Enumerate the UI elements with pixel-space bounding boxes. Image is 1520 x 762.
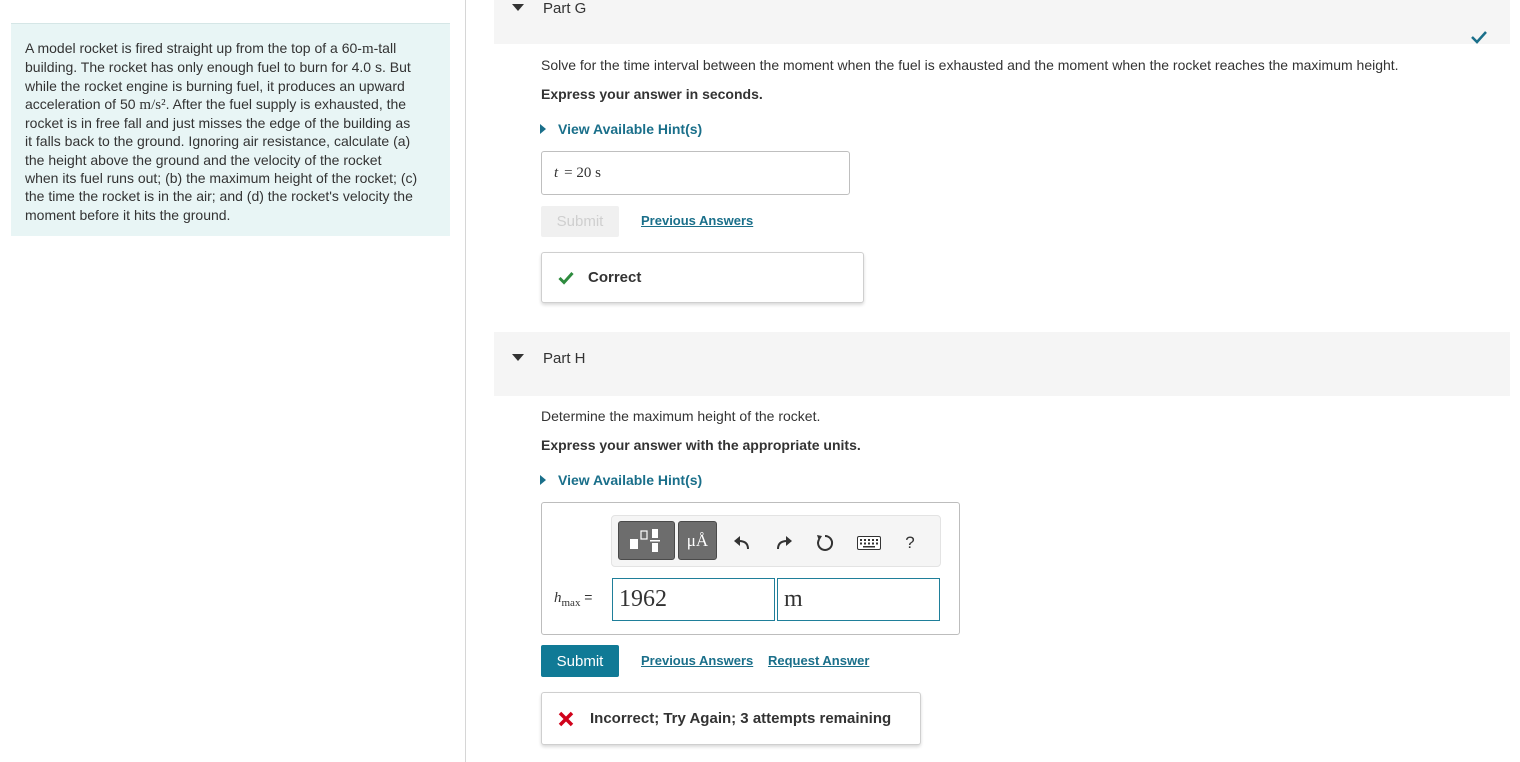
part-h-feedback [541,692,921,745]
part-g-title: Part G [543,0,587,17]
part-g-prompt: Solve for the time interval between the moment when the fuel is exhausted and the moment when the rocket reaches the maximum height. [541,57,1399,73]
panel-divider [465,0,466,762]
problem-line: building. The rocket has only enough fuel to burn for 4.0 s. But [25,59,411,76]
part-h-previous-answers-link[interactable]: Previous Answers [641,653,754,668]
undo-icon[interactable] [731,533,753,553]
answer-label: $h_{max}$ = [554,589,593,609]
problem-line: rocket is in free fall and just misses the edge of the building as [25,115,411,132]
keyboard-icon[interactable] [857,533,881,553]
collapse-triangle-icon[interactable] [512,4,524,11]
part-g-instruction: Express your answer in seconds. [541,86,763,102]
reset-icon[interactable] [814,533,836,553]
templates-icon [627,527,667,555]
redo-icon[interactable] [773,533,795,553]
part-h-instruction: Express your answer with the appropriate units. [541,437,861,453]
expand-triangle-icon [540,124,546,134]
problem-line: the height above the ground and the velocity of the rocket [25,151,382,168]
part-h-title: Part H [543,350,586,367]
feedback-text: Correct [588,269,642,286]
hint-label: View Available Hint(s) [558,121,703,137]
part-g-previous-answers-link[interactable]: Previous Answers [641,213,754,228]
problem-line: acceleration of 50 m/s². After the fuel supply is exhausted, the [25,95,407,113]
answer-variable: t [554,164,559,181]
part-g-submit-button[interactable]: Submit [541,206,619,237]
correct-check-icon [558,271,574,285]
problem-line: when its fuel runs out; (b) the maximum height of the rocket; (c) [25,170,418,187]
part-g-header[interactable] [494,0,1510,44]
help-icon[interactable]: ? [905,533,915,552]
templates-button[interactable] [618,521,675,560]
part-h-submit-button[interactable]: Submit [541,645,619,677]
problem-line: moment before it hits the ground. [25,206,231,223]
part-h-prompt: Determine the maximum height of the rocket. [541,408,821,424]
part-h-header[interactable] [494,332,1510,396]
part-h-hint-toggle[interactable] [540,472,702,488]
problem-line: the time the rocket is in the air; and (d) the rocket's velocity the [25,188,413,205]
value-input[interactable]: 1962 [612,578,775,621]
part-g-answer [541,151,850,195]
part-g-feedback [541,252,864,303]
request-answer-link[interactable]: Request Answer [768,653,870,668]
hint-label: View Available Hint(s) [558,472,703,488]
units-input[interactable]: m [777,578,940,621]
answer-value: = 20 s [564,164,601,181]
units-button[interactable]: μÅ [678,521,717,560]
problem-line: A model rocket is fired straight up from the top of a 60-m-tall [25,40,397,57]
problem-line: while the rocket engine is burning fuel, it produces an upward [25,77,405,94]
problem-line: it falls back to the ground. Ignoring air resistance, calculate (a) [25,133,411,150]
expand-triangle-icon [540,475,546,485]
incorrect-x-icon [558,711,574,727]
feedback-text: Incorrect; Try Again; 3 attempts remaining [590,710,892,727]
part-g-hint-toggle[interactable] [540,121,702,137]
problem-statement [11,23,450,236]
collapse-triangle-icon[interactable] [512,354,524,361]
completed-check-icon [1470,30,1488,44]
